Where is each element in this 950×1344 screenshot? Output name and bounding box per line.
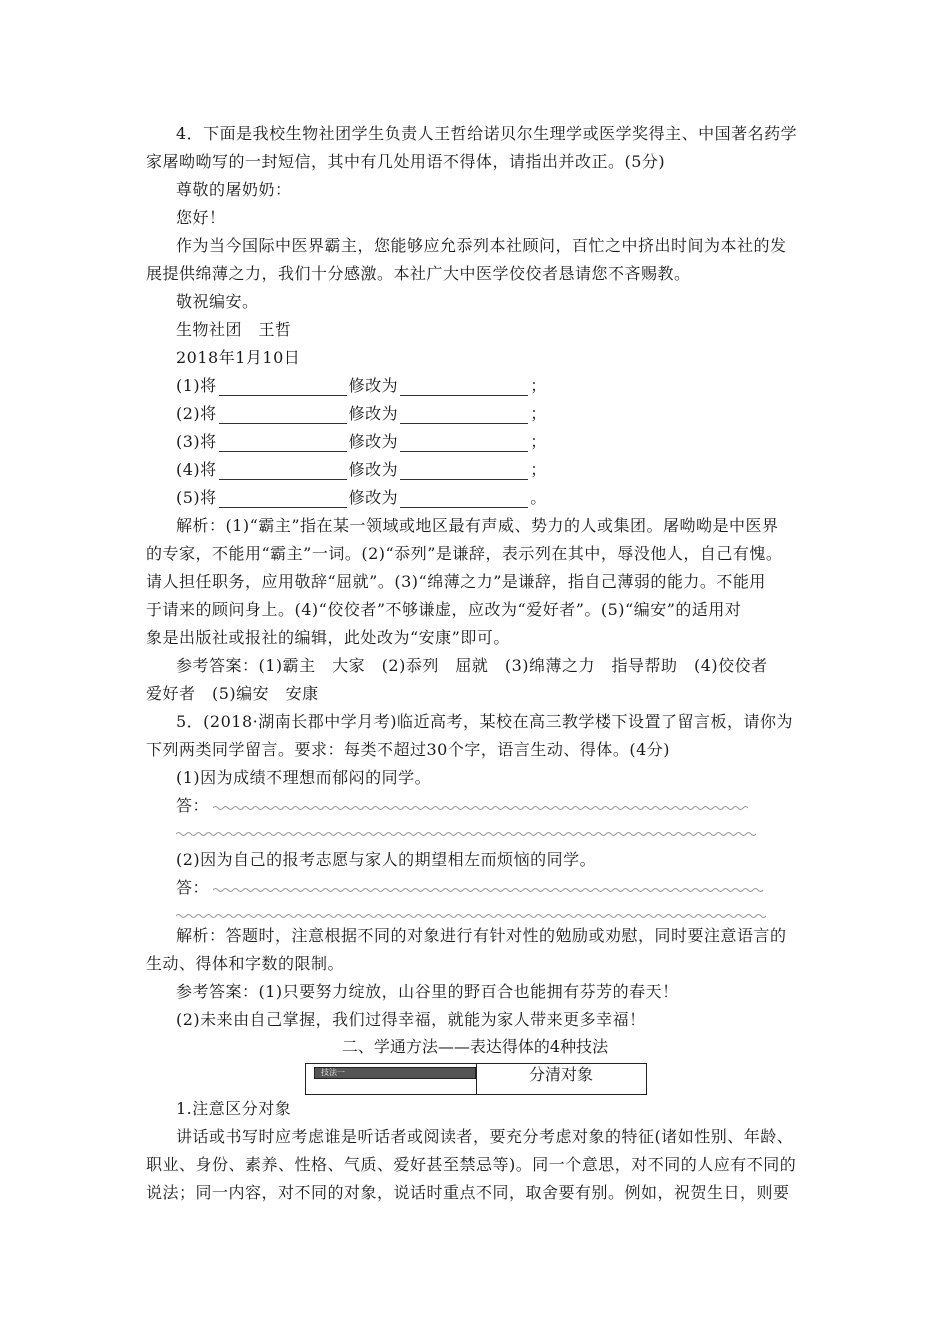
method-tag-cell xyxy=(306,1064,477,1094)
fill-item-middle: 修改为 xyxy=(348,432,399,451)
fill-blank-revised[interactable] xyxy=(400,461,528,480)
answer-line-wavy[interactable] xyxy=(213,885,766,895)
q4-answer-line: 爱好者 (5)编安 安康 xyxy=(146,684,319,703)
letter-body-line-1: 作为当今国际中医界霸主，您能够应允忝列本社顾问，百忙之中挤出时间为本社的发 xyxy=(176,236,787,255)
q5-answer-line: 参考答案：(1)只要努力绽放，山谷里的野百合也能拥有芬芳的春天！ xyxy=(176,982,679,1001)
q5-item-1: (1)因为成绩不理想而郁闷的同学。 xyxy=(176,768,432,787)
fill-item-middle: 修改为 xyxy=(348,376,399,395)
fill-item-end: 。 xyxy=(530,488,547,507)
fill-blank-revised[interactable] xyxy=(400,377,528,396)
answer-line-wavy[interactable] xyxy=(213,803,748,813)
letter-body-line-2: 展提供绵薄之力，我们十分感激。本社广大中医学佼佼者恳请您不吝赐教。 xyxy=(146,264,691,283)
fill-item-middle: 修改为 xyxy=(348,460,399,479)
section-title: 二、学通方法——表达得体的4种技法 xyxy=(341,1037,609,1056)
q4-analysis-line: 于请来的顾问身上。(4)“佼佼者”不够谦虚，应改为“爱好者”。(5)“编安”的适用对 xyxy=(146,600,742,619)
fill-blank-original[interactable] xyxy=(219,405,347,424)
q4-analysis-line: 解析：(1)“霸主”指在某一领域或地区最有声威、势力的人或集团。屠呦呦是中医界 xyxy=(176,516,779,535)
fill-blank-revised[interactable] xyxy=(400,405,528,424)
fill-blank-original[interactable] xyxy=(219,489,347,508)
fill-item-middle: 修改为 xyxy=(348,488,399,507)
fill-item-middle: 修改为 xyxy=(348,404,399,423)
q5-stem-line-1: 5．(2018·湖南长郡中学月考)临近高考，某校在高三教学楼下设置了留言板，请你为 xyxy=(176,712,793,731)
fill-item-end: ； xyxy=(530,432,547,451)
q5-answer-label-2: 答： xyxy=(176,878,210,897)
q4-analysis-line: 象是出版社或报社的编辑，此处改为“安康”即可。 xyxy=(146,628,510,647)
fill-item xyxy=(176,372,547,400)
fill-item-number: (3)将 xyxy=(176,432,217,451)
letter-signature: 生物社团 王哲 xyxy=(176,320,292,339)
section-para-line: 说法；同一内容，对不同的对象，说话时重点不同，取舍要有别。例如，祝贺生日，则要 xyxy=(146,1183,790,1202)
q5-answer-label-1: 答： xyxy=(176,796,210,815)
fill-item xyxy=(176,400,547,428)
q5-stem-line-2: 下列两类同学留言。要求：每类不超过30个字，语言生动、得体。(4分) xyxy=(146,740,671,759)
answer-line-wavy[interactable] xyxy=(176,829,756,839)
fill-blank-revised[interactable] xyxy=(400,433,528,452)
fill-item-end: ； xyxy=(530,376,547,395)
q4-stem-line-1: 4．下面是我校生物社团学生负责人王哲给诺贝尔生理学或医学奖得主、中国著名药学 xyxy=(176,124,798,143)
method-table xyxy=(305,1063,647,1095)
fill-blank-original[interactable] xyxy=(219,433,347,452)
point-heading: 1.注意区分对象 xyxy=(176,1099,292,1118)
fill-item xyxy=(176,428,547,456)
q4-analysis-line: 的专家，不能用“霸主”一词。(2)“忝列”是谦辞，表示列在其中，辱没他人，自己有愧。 xyxy=(146,544,783,563)
q4-answer-line: 参考答案：(1)霸主 大家 (2)忝列 屈就 (3)绵薄之力 指导帮助 (4)佼佼者 xyxy=(176,656,768,675)
q5-analysis-line: 生动、得体和字数的限制。 xyxy=(146,954,345,973)
method-tag-label: 技法一 xyxy=(321,1068,345,1077)
method-tag-badge xyxy=(314,1067,476,1079)
section-para-line: 讲话或书写时应考虑谁是听话者或阅读者，要充分考虑对象的特征(诸如性别、年龄、 xyxy=(176,1127,794,1146)
fill-blank-original[interactable] xyxy=(219,461,347,480)
q5-answer-line: (2)未来由自己掌握，我们过得幸福，就能为家人带来更多幸福！ xyxy=(176,1010,646,1029)
fill-item xyxy=(176,456,547,484)
fill-blank-revised[interactable] xyxy=(400,489,528,508)
fill-item-end: ； xyxy=(530,460,547,479)
letter-closing: 敬祝编安。 xyxy=(176,292,259,311)
fill-item-number: (4)将 xyxy=(176,460,217,479)
section-para-line: 职业、身份、素养、性格、气质、爱好甚至禁忌等)。同一个意思，对不同的人应有不同的 xyxy=(146,1155,797,1174)
fill-blank-original[interactable] xyxy=(219,377,347,396)
letter-salutation: 尊敬的屠奶奶： xyxy=(176,180,292,199)
method-title: 分清对象 xyxy=(528,1065,593,1084)
fill-item xyxy=(176,484,547,512)
fill-item-number: (5)将 xyxy=(176,488,217,507)
q4-stem-line-2: 家屠呦呦写的一封短信，其中有几处用语不得体，请指出并改正。(5分) xyxy=(146,152,666,171)
q4-analysis-line: 请人担任职务，应用敬辞“屈就”。(3)“绵薄之力”是谦辞，指自己薄弱的能力。不能用 xyxy=(146,572,766,591)
fill-item-number: (2)将 xyxy=(176,404,217,423)
answer-line-wavy[interactable] xyxy=(176,911,766,921)
letter-greeting: 您好！ xyxy=(176,208,226,227)
q5-analysis-line: 解析：答题时，注意根据不同的对象进行有针对性的勉励或劝慰，同时要注意语言的 xyxy=(176,926,787,945)
letter-date: 2018年1月10日 xyxy=(176,348,301,367)
fill-item-end: ； xyxy=(530,404,547,423)
fill-item-number: (1)将 xyxy=(176,376,217,395)
q5-item-2: (2)因为自己的报考志愿与家人的期望相左而烦恼的同学。 xyxy=(176,850,597,869)
